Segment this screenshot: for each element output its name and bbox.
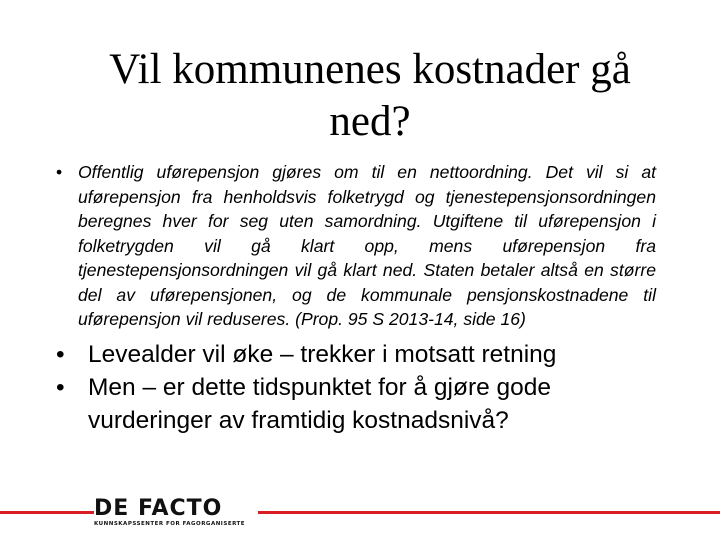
bullet-marker: • bbox=[56, 162, 63, 182]
logo-wordmark: DE FACTO bbox=[94, 496, 223, 521]
bullet-text: Offentlig uførepensjon gjøres om til en nettoordning. Det vil si at uførepensjon fra henholdsvis folketrygd og tjenestepensjonsordningen beregnes hver for seg uten samordning. Utgiftene til uførepensjon i folketrygden vil gå klart opp, mens uførepensjon fra tjenestepensjonsordningen vil gå klart ned. Staten betaler altså en større del av uførepensjonen, og de kommunale pensjonskostnadene til uførepensjon vil reduseres. (Prop. 95 S 2013-14, side 16) bbox=[78, 162, 656, 329]
slide-title-line-1: Vil kommunenes kostnader gå bbox=[109, 46, 631, 93]
bullet-marker: • bbox=[56, 373, 65, 401]
bullet-text: Levealder vil øke – trekker i motsatt retning bbox=[88, 340, 557, 368]
bullet-text: Men – er dette tidspunktet for å gjøre gode vurderinger av framtidig kostnadsnivå? bbox=[88, 373, 552, 434]
bullet-item-1 bbox=[56, 160, 656, 332]
de-facto-logo bbox=[94, 498, 258, 530]
slide-title bbox=[60, 44, 680, 148]
slide-title-line-2: ned? bbox=[329, 98, 411, 145]
bullet-list bbox=[56, 160, 656, 437]
bullet-item-2 bbox=[56, 338, 656, 371]
bullet-marker: • bbox=[56, 340, 65, 368]
logo-subtitle: KUNNSKAPSSENTER FOR FAGORGANISERTE bbox=[94, 521, 246, 527]
bullet-item-3 bbox=[56, 371, 656, 437]
